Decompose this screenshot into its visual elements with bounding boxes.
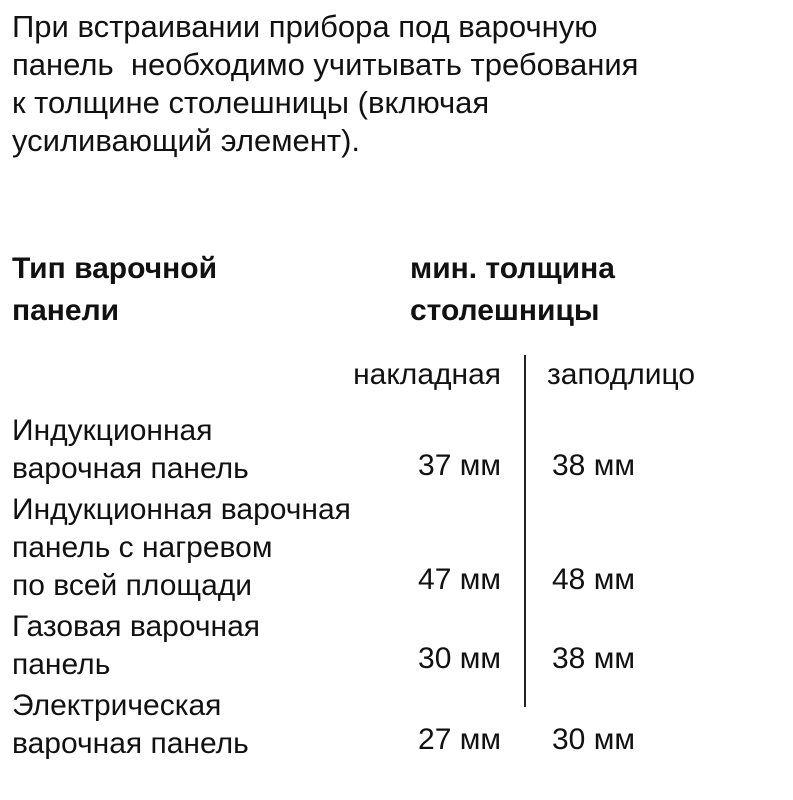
intro-line: усиливающий элемент).: [12, 123, 361, 158]
column-divider: [524, 355, 526, 707]
row-label-line: варочная панель: [12, 727, 249, 760]
intro-line: к толщине столешницы (включая: [12, 85, 490, 120]
row-label-line: Электрическая: [12, 689, 222, 722]
header-line: мин. толщина: [410, 252, 615, 285]
value-flush-gas: 38 мм: [552, 642, 635, 675]
row-label-line: панель: [12, 648, 111, 681]
header-line: столешницы: [410, 294, 600, 327]
value-flush-induction-full-surface: 48 мм: [552, 563, 635, 596]
value-flush-electric: 30 мм: [552, 723, 635, 756]
intro-line: панель необходимо учитывать требования: [12, 47, 639, 82]
column-header-surface-mount: накладная: [353, 358, 501, 391]
header-line: Тип варочной: [12, 252, 218, 285]
row-label-induction: [12, 412, 249, 488]
row-label-line: Индукционная варочная: [12, 493, 351, 526]
row-label-induction-full-surface: [12, 491, 351, 605]
header-cooktop-type: [12, 248, 217, 332]
value-surface-induction-full-surface: 47 мм: [418, 563, 501, 596]
intro-line: При встраивании прибора под варочную: [12, 9, 598, 44]
header-line: панели: [12, 294, 120, 327]
header-min-thickness: [410, 248, 615, 332]
row-label-line: Индукционная: [12, 414, 213, 447]
row-label-line: панель с нагревом: [12, 531, 273, 564]
row-label-line: по всей площади: [12, 569, 253, 602]
value-flush-induction: 38 мм: [552, 449, 635, 482]
row-label-line: варочная панель: [12, 452, 249, 485]
intro-paragraph: [12, 8, 787, 160]
row-label-gas: [12, 608, 260, 684]
row-label-line: Газовая варочная: [12, 610, 260, 643]
value-surface-induction: 37 мм: [418, 449, 501, 482]
value-surface-electric: 27 мм: [418, 723, 501, 756]
column-header-flush-mount: заподлицо: [547, 358, 696, 391]
value-surface-gas: 30 мм: [418, 642, 501, 675]
row-label-electric: [12, 687, 249, 763]
